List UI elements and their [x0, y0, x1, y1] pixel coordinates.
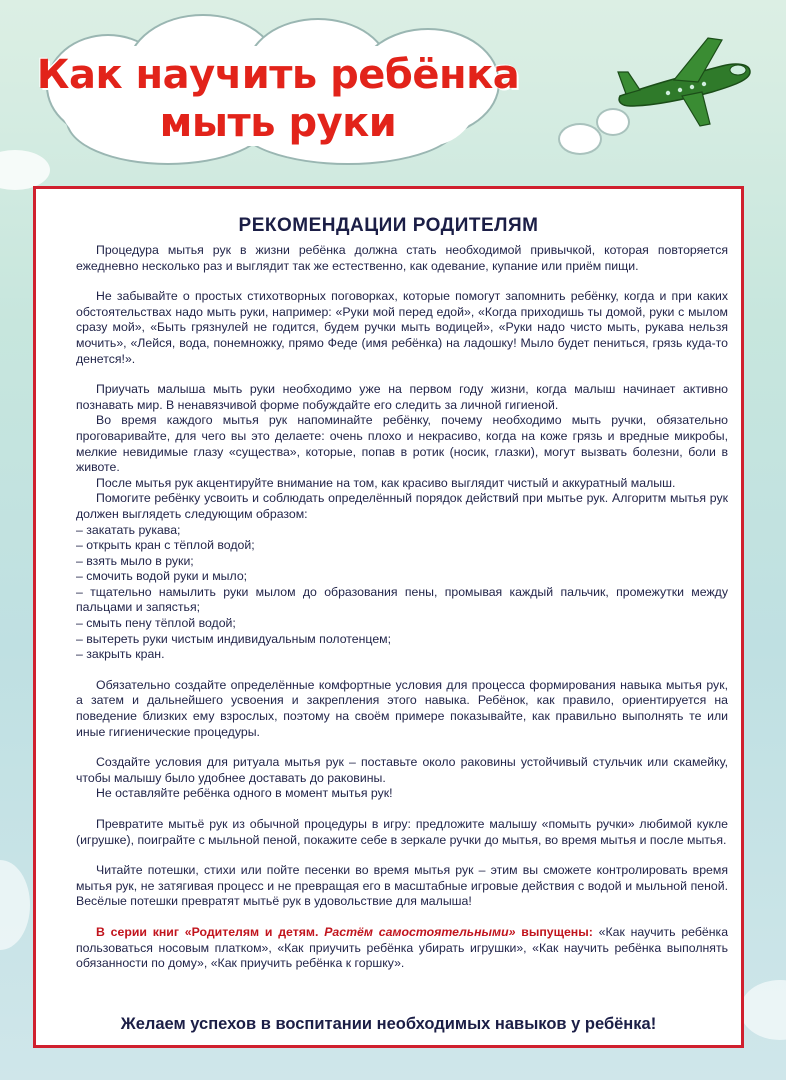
series-lead: В серии книг «Родителям и детям. — [96, 924, 319, 939]
series-lead-end: выпущены: — [521, 924, 593, 939]
recommendations-panel — [33, 186, 744, 1048]
article-body — [76, 243, 728, 972]
cloud-decoration — [560, 125, 600, 153]
list-item: – взять мыло в руки; — [76, 553, 194, 568]
paragraph: Читайте потешки, стихи или пойте песенки во время мытья рук – этим вы сможете контролировать время мытья рук, не затягивая процесс и не превращая его в масштабные игровые действия с водой и мыльной пеной. Весёлые потешки превратят мытьё рук в удовольствие для малыша! — [76, 863, 728, 909]
airplane-icon — [612, 30, 757, 130]
paragraph: Превратите мытьё рук из обычной процедуры в игру: предложите малышу «помыть ручки» любимой кукле (игрушке), поиграйте с мыльной пеной, покажите себе в зеркале ручки до мытья, во время мытья и после мытья. — [76, 817, 728, 847]
paragraph: Процедура мытья рук в жизни ребёнка должна стать необходимой привычкой, которая повторяется ежедневно несколько раз и выглядит так же естественно, как одевание, купание или приём пищи. — [76, 243, 728, 273]
series-paragraph — [76, 925, 728, 972]
paragraph: Помогите ребёнку усвоить и соблюдать определённый порядок действий при мытье рук. Алгоритм мытья рук должен выглядеть следующим образом: — [76, 491, 728, 521]
paragraph: Не забывайте о простых стихотворных поговорках, которые помогут запомнить ребёнку, когда и при каких обстоятельствах надо мыть руки, например: «Руки мой перед едой», «Когда приходишь ты домой, руки с мылом сразу мой», «Быть грязнулей не годится, будем ручки мыть водицей», «Руки надо чисто мыть, рукава нельзя мочить», «Лейся, вода, понемножку, прямо Феде (имя ребёнка) на ладошку! Мыло будет пениться, грязь куда-то денется!». — [76, 289, 728, 366]
title-cloud — [28, 8, 528, 168]
list-item: – открыть кран с тёплой водой; — [76, 538, 255, 553]
list-item: – вытереть руки чистым индивидуальным полотенцем; — [76, 631, 392, 646]
closing-wish: Желаем успехов в воспитании необходимых навыков у ребёнка! — [120, 1015, 657, 1033]
paragraph: Не оставляйте ребёнка одного в момент мытья рук! — [96, 786, 393, 801]
list-item: – закрыть кран. — [76, 647, 165, 662]
paragraph: Приучать малыша мыть руки необходимо уже на первом году жизни, когда малыш начинает активно познавать мир. В ненавязчивой форме побуждайте его следить за личной гигиеной. — [76, 382, 728, 412]
title-line-2: мыть руки — [159, 100, 397, 146]
cloud-decoration — [740, 980, 786, 1040]
paragraph: Обязательно создайте определённые комфортные условия для процесса формирования навыка мытья рук, а затем и дальнейшего усвоения и закрепления этого навыка. Ребёнок, как правило, ориентируется на поведение близких ему взрослых, поэтому на своём примере показывайте, как правильно выполнять те или иные гигиенические процедуры. — [76, 677, 728, 739]
section-heading: РЕКОМЕНДАЦИИ РОДИТЕЛЯМ — [238, 215, 539, 236]
series-books: «Как научить ребёнка пользоваться носовым платком», «Как приучить ребёнка убирать игрушки», «Как научить ребёнка выполнять обязанности по дому», «Как приучить ребёнка к горшку». — [76, 924, 729, 971]
list-item: – закатать рукава; — [76, 522, 181, 537]
series-name: Растём самостоятельными» — [324, 924, 516, 939]
title-line-1: Как научить ребёнка — [36, 52, 520, 98]
list-item: – смочить водой руки и мыло; — [76, 569, 248, 584]
list-item: – смыть пену тёплой водой; — [76, 616, 236, 631]
cloud-decoration — [0, 860, 30, 950]
paragraph: После мытья рук акцентируйте внимание на том, как красиво выглядит чистый и аккуратный малыш. — [96, 475, 676, 490]
list-item: – тщательно намылить руки мылом до образования пены, промывая каждый пальчик, промежутки между пальцами и запястья; — [76, 584, 728, 615]
paragraph: Создайте условия для ритуала мытья рук – поставьте около раковины устойчивый стульчик или скамейку, чтобы малышу было удобнее доставать до раковины. — [76, 755, 728, 785]
paragraph: Во время каждого мытья рук напоминайте ребёнку, почему необходимо мыть ручки, обязательно проговаривайте, для чего вы это делаете: очень плохо и некрасиво, когда на коже грязь и вредные микробы, мелкие невидимые глазу «существа», которые, попав в ротик (носик, глазки), могут вызвать болезни, боли в животе. — [76, 413, 728, 475]
